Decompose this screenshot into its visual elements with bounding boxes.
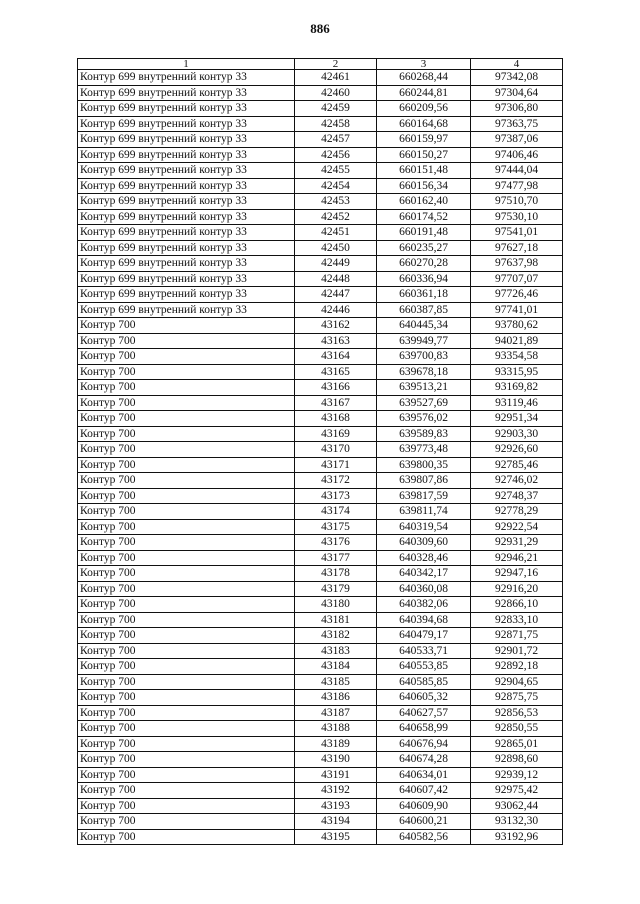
contour-name-cell: Контур 699 внутренний контур 33 (78, 163, 295, 179)
x-coordinate-cell: 640342,17 (377, 566, 471, 582)
table-row (78, 736, 563, 752)
x-coordinate-cell: 640553,85 (377, 659, 471, 675)
point-number-cell: 43187 (295, 705, 377, 721)
contour-name-cell: Контур 699 внутренний контур 33 (78, 225, 295, 241)
x-coordinate-cell: 660235,27 (377, 240, 471, 256)
contour-name-cell: Контур 700 (78, 736, 295, 752)
contour-name-cell: Контур 699 внутренний контур 33 (78, 240, 295, 256)
point-number-cell: 43168 (295, 411, 377, 427)
contour-name-cell: Контур 699 внутренний контур 33 (78, 85, 295, 101)
contour-name-cell: Контур 700 (78, 349, 295, 365)
point-number-cell: 43162 (295, 318, 377, 334)
y-coordinate-cell: 92875,75 (471, 690, 563, 706)
point-number-cell: 43167 (295, 395, 377, 411)
table-row (78, 705, 563, 721)
table-row (78, 752, 563, 768)
point-number-cell: 43192 (295, 783, 377, 799)
y-coordinate-cell: 97342,08 (471, 70, 563, 86)
point-number-cell: 42460 (295, 85, 377, 101)
point-number-cell: 43176 (295, 535, 377, 551)
point-number-cell: 43191 (295, 767, 377, 783)
x-coordinate-cell: 639773,48 (377, 442, 471, 458)
x-coordinate-cell: 640382,06 (377, 597, 471, 613)
point-number-cell: 42447 (295, 287, 377, 303)
header-row (78, 59, 563, 70)
point-number-cell: 42448 (295, 271, 377, 287)
table-row (78, 473, 563, 489)
x-coordinate-cell: 639949,77 (377, 333, 471, 349)
table-row (78, 271, 563, 287)
contour-name-cell: Контур 700 (78, 674, 295, 690)
point-number-cell: 42454 (295, 178, 377, 194)
table-row (78, 349, 563, 365)
contour-name-cell: Контур 700 (78, 705, 295, 721)
x-coordinate-cell: 660387,85 (377, 302, 471, 318)
point-number-cell: 43180 (295, 597, 377, 613)
table-row (78, 225, 563, 241)
contour-name-cell: Контур 699 внутренний контур 33 (78, 194, 295, 210)
contour-name-cell: Контур 700 (78, 767, 295, 783)
x-coordinate-cell: 640627,57 (377, 705, 471, 721)
x-coordinate-cell: 660191,48 (377, 225, 471, 241)
y-coordinate-cell: 92916,20 (471, 581, 563, 597)
contour-name-cell: Контур 700 (78, 829, 295, 845)
contour-name-cell: Контур 700 (78, 473, 295, 489)
table-row (78, 767, 563, 783)
y-coordinate-cell: 92871,75 (471, 628, 563, 644)
contour-name-cell: Контур 699 внутренний контур 33 (78, 287, 295, 303)
contour-name-cell: Контур 700 (78, 581, 295, 597)
x-coordinate-cell: 640319,54 (377, 519, 471, 535)
x-coordinate-cell: 660156,34 (377, 178, 471, 194)
contour-name-cell: Контур 700 (78, 442, 295, 458)
y-coordinate-cell: 92898,60 (471, 752, 563, 768)
x-coordinate-cell: 639576,02 (377, 411, 471, 427)
table-row (78, 163, 563, 179)
table-row (78, 116, 563, 132)
point-number-cell: 43170 (295, 442, 377, 458)
point-number-cell: 43171 (295, 457, 377, 473)
x-coordinate-cell: 640582,56 (377, 829, 471, 845)
y-coordinate-cell: 92865,01 (471, 736, 563, 752)
x-coordinate-cell: 639811,74 (377, 504, 471, 520)
x-coordinate-cell: 660336,94 (377, 271, 471, 287)
table-row (78, 550, 563, 566)
y-coordinate-cell: 92778,29 (471, 504, 563, 520)
table-row (78, 178, 563, 194)
y-coordinate-cell: 93119,46 (471, 395, 563, 411)
point-number-cell: 42450 (295, 240, 377, 256)
point-number-cell: 43188 (295, 721, 377, 737)
y-coordinate-cell: 92892,18 (471, 659, 563, 675)
x-coordinate-cell: 660174,52 (377, 209, 471, 225)
table-row (78, 612, 563, 628)
table-row (78, 814, 563, 830)
table-row (78, 132, 563, 148)
point-number-cell: 43183 (295, 643, 377, 659)
column-header-3: 3 (377, 59, 471, 70)
table-row (78, 380, 563, 396)
table-row (78, 721, 563, 737)
contour-name-cell: Контур 700 (78, 550, 295, 566)
point-number-cell: 43166 (295, 380, 377, 396)
x-coordinate-cell: 639678,18 (377, 364, 471, 380)
point-number-cell: 43175 (295, 519, 377, 535)
x-coordinate-cell: 640676,94 (377, 736, 471, 752)
y-coordinate-cell: 92748,37 (471, 488, 563, 504)
x-coordinate-cell: 640360,08 (377, 581, 471, 597)
y-coordinate-cell: 97406,46 (471, 147, 563, 163)
y-coordinate-cell: 93132,30 (471, 814, 563, 830)
point-number-cell: 42451 (295, 225, 377, 241)
x-coordinate-cell: 640479,17 (377, 628, 471, 644)
y-coordinate-cell: 97444,04 (471, 163, 563, 179)
table-row (78, 643, 563, 659)
contour-name-cell: Контур 700 (78, 721, 295, 737)
point-number-cell: 42461 (295, 70, 377, 86)
contour-name-cell: Контур 700 (78, 535, 295, 551)
x-coordinate-cell: 639817,59 (377, 488, 471, 504)
point-number-cell: 43169 (295, 426, 377, 442)
y-coordinate-cell: 92926,60 (471, 442, 563, 458)
point-number-cell: 43185 (295, 674, 377, 690)
table-row (78, 659, 563, 675)
x-coordinate-cell: 660209,56 (377, 101, 471, 117)
y-coordinate-cell: 93780,62 (471, 318, 563, 334)
y-coordinate-cell: 92947,16 (471, 566, 563, 582)
y-coordinate-cell: 92856,53 (471, 705, 563, 721)
contour-name-cell: Контур 700 (78, 318, 295, 334)
x-coordinate-cell: 639700,83 (377, 349, 471, 365)
x-coordinate-cell: 640585,85 (377, 674, 471, 690)
contour-name-cell: Контур 699 внутренний контур 33 (78, 178, 295, 194)
x-coordinate-cell: 640607,42 (377, 783, 471, 799)
column-header-2: 2 (295, 59, 377, 70)
y-coordinate-cell: 92903,30 (471, 426, 563, 442)
y-coordinate-cell: 92951,34 (471, 411, 563, 427)
contour-name-cell: Контур 700 (78, 628, 295, 644)
point-number-cell: 42446 (295, 302, 377, 318)
y-coordinate-cell: 92975,42 (471, 783, 563, 799)
point-number-cell: 43189 (295, 736, 377, 752)
x-coordinate-cell: 639513,21 (377, 380, 471, 396)
x-coordinate-cell: 640309,60 (377, 535, 471, 551)
y-coordinate-cell: 92901,72 (471, 643, 563, 659)
x-coordinate-cell: 660159,97 (377, 132, 471, 148)
point-number-cell: 42449 (295, 256, 377, 272)
y-coordinate-cell: 92850,55 (471, 721, 563, 737)
contour-name-cell: Контур 700 (78, 643, 295, 659)
contour-name-cell: Контур 700 (78, 504, 295, 520)
y-coordinate-cell: 97741,01 (471, 302, 563, 318)
x-coordinate-cell: 640600,21 (377, 814, 471, 830)
x-coordinate-cell: 660361,18 (377, 287, 471, 303)
contour-name-cell: Контур 700 (78, 333, 295, 349)
point-number-cell: 43186 (295, 690, 377, 706)
y-coordinate-cell: 97530,10 (471, 209, 563, 225)
y-coordinate-cell: 92833,10 (471, 612, 563, 628)
point-number-cell: 43173 (295, 488, 377, 504)
contour-name-cell: Контур 700 (78, 798, 295, 814)
x-coordinate-cell: 660268,44 (377, 70, 471, 86)
y-coordinate-cell: 93315,95 (471, 364, 563, 380)
table-row (78, 442, 563, 458)
contour-name-cell: Контур 700 (78, 488, 295, 504)
point-number-cell: 43164 (295, 349, 377, 365)
point-number-cell: 42455 (295, 163, 377, 179)
table-row (78, 674, 563, 690)
x-coordinate-cell: 640445,34 (377, 318, 471, 334)
table-row (78, 147, 563, 163)
x-coordinate-cell: 640533,71 (377, 643, 471, 659)
y-coordinate-cell: 97541,01 (471, 225, 563, 241)
contour-name-cell: Контур 699 внутренний контур 33 (78, 302, 295, 318)
point-number-cell: 43194 (295, 814, 377, 830)
contour-name-cell: Контур 700 (78, 457, 295, 473)
point-number-cell: 42457 (295, 132, 377, 148)
contour-name-cell: Контур 699 внутренний контур 33 (78, 271, 295, 287)
y-coordinate-cell: 93062,44 (471, 798, 563, 814)
table-row (78, 240, 563, 256)
y-coordinate-cell: 92931,29 (471, 535, 563, 551)
x-coordinate-cell: 640605,32 (377, 690, 471, 706)
column-header-4: 4 (471, 59, 563, 70)
x-coordinate-cell: 640634,01 (377, 767, 471, 783)
table-row (78, 333, 563, 349)
table-row (78, 70, 563, 86)
y-coordinate-cell: 97304,64 (471, 85, 563, 101)
table-row (78, 85, 563, 101)
y-coordinate-cell: 97707,07 (471, 271, 563, 287)
table-row (78, 426, 563, 442)
point-number-cell: 42452 (295, 209, 377, 225)
table-row (78, 209, 563, 225)
contour-name-cell: Контур 700 (78, 395, 295, 411)
table-row (78, 457, 563, 473)
contour-name-cell: Контур 700 (78, 364, 295, 380)
point-number-cell: 43172 (295, 473, 377, 489)
y-coordinate-cell: 92866,10 (471, 597, 563, 613)
x-coordinate-cell: 660162,40 (377, 194, 471, 210)
table-row (78, 101, 563, 117)
contour-name-cell: Контур 700 (78, 380, 295, 396)
contour-name-cell: Контур 699 внутренний контур 33 (78, 70, 295, 86)
x-coordinate-cell: 660244,81 (377, 85, 471, 101)
x-coordinate-cell: 640658,99 (377, 721, 471, 737)
y-coordinate-cell: 97363,75 (471, 116, 563, 132)
table-row (78, 566, 563, 582)
y-coordinate-cell: 97627,18 (471, 240, 563, 256)
contour-name-cell: Контур 699 внутренний контур 33 (78, 209, 295, 225)
point-number-cell: 43181 (295, 612, 377, 628)
y-coordinate-cell: 92922,54 (471, 519, 563, 535)
x-coordinate-cell: 660150,27 (377, 147, 471, 163)
table-row (78, 287, 563, 303)
y-coordinate-cell: 92746,02 (471, 473, 563, 489)
x-coordinate-cell: 639807,86 (377, 473, 471, 489)
y-coordinate-cell: 92946,21 (471, 550, 563, 566)
table-row (78, 256, 563, 272)
contour-name-cell: Контур 699 внутренний контур 33 (78, 116, 295, 132)
contour-name-cell: Контур 700 (78, 426, 295, 442)
table-body (78, 59, 563, 845)
table-row (78, 302, 563, 318)
contour-name-cell: Контур 700 (78, 783, 295, 799)
contour-name-cell: Контур 699 внутренний контур 33 (78, 132, 295, 148)
y-coordinate-cell: 97726,46 (471, 287, 563, 303)
y-coordinate-cell: 93192,96 (471, 829, 563, 845)
point-number-cell: 43184 (295, 659, 377, 675)
contour-name-cell: Контур 699 внутренний контур 33 (78, 256, 295, 272)
point-number-cell: 42453 (295, 194, 377, 210)
contour-name-cell: Контур 699 внутренний контур 33 (78, 147, 295, 163)
table-row (78, 535, 563, 551)
point-number-cell: 43174 (295, 504, 377, 520)
x-coordinate-cell: 660164,68 (377, 116, 471, 132)
point-number-cell: 42459 (295, 101, 377, 117)
x-coordinate-cell: 639800,35 (377, 457, 471, 473)
page-number: 886 (310, 21, 330, 36)
table-row (78, 318, 563, 334)
point-number-cell: 43179 (295, 581, 377, 597)
point-number-cell: 43190 (295, 752, 377, 768)
x-coordinate-cell: 660151,48 (377, 163, 471, 179)
contour-name-cell: Контур 700 (78, 566, 295, 582)
y-coordinate-cell: 97387,06 (471, 132, 563, 148)
point-number-cell: 43178 (295, 566, 377, 582)
x-coordinate-cell: 639589,83 (377, 426, 471, 442)
contour-name-cell: Контур 700 (78, 411, 295, 427)
y-coordinate-cell: 93354,58 (471, 349, 563, 365)
contour-name-cell: Контур 700 (78, 814, 295, 830)
contour-name-cell: Контур 700 (78, 690, 295, 706)
point-number-cell: 43193 (295, 798, 377, 814)
x-coordinate-cell: 660270,28 (377, 256, 471, 272)
table-row (78, 395, 563, 411)
contour-name-cell: Контур 700 (78, 612, 295, 628)
point-number-cell: 42456 (295, 147, 377, 163)
contour-name-cell: Контур 700 (78, 659, 295, 675)
contour-name-cell: Контур 700 (78, 752, 295, 768)
table-row (78, 504, 563, 520)
y-coordinate-cell: 97477,98 (471, 178, 563, 194)
table-row (78, 783, 563, 799)
point-number-cell: 42458 (295, 116, 377, 132)
x-coordinate-cell: 639527,69 (377, 395, 471, 411)
y-coordinate-cell: 93169,82 (471, 380, 563, 396)
contour-name-cell: Контур 700 (78, 519, 295, 535)
x-coordinate-cell: 640394,68 (377, 612, 471, 628)
y-coordinate-cell: 97637,98 (471, 256, 563, 272)
x-coordinate-cell: 640674,28 (377, 752, 471, 768)
table-row (78, 519, 563, 535)
table-row (78, 194, 563, 210)
y-coordinate-cell: 94021,89 (471, 333, 563, 349)
x-coordinate-cell: 640609,90 (377, 798, 471, 814)
contour-name-cell: Контур 699 внутренний контур 33 (78, 101, 295, 117)
table-row (78, 581, 563, 597)
table-row (78, 829, 563, 845)
column-header-1: 1 (78, 59, 295, 70)
y-coordinate-cell: 92939,12 (471, 767, 563, 783)
point-number-cell: 43182 (295, 628, 377, 644)
table-row (78, 798, 563, 814)
table-row (78, 690, 563, 706)
y-coordinate-cell: 97306,80 (471, 101, 563, 117)
contour-name-cell: Контур 700 (78, 597, 295, 613)
table-row (78, 364, 563, 380)
y-coordinate-cell: 92785,46 (471, 457, 563, 473)
point-number-cell: 43177 (295, 550, 377, 566)
table-row (78, 628, 563, 644)
point-number-cell: 43195 (295, 829, 377, 845)
y-coordinate-cell: 92904,65 (471, 674, 563, 690)
coordinates-table (77, 58, 563, 845)
y-coordinate-cell: 97510,70 (471, 194, 563, 210)
x-coordinate-cell: 640328,46 (377, 550, 471, 566)
table-row (78, 411, 563, 427)
table-row (78, 488, 563, 504)
table-row (78, 597, 563, 613)
point-number-cell: 43165 (295, 364, 377, 380)
point-number-cell: 43163 (295, 333, 377, 349)
